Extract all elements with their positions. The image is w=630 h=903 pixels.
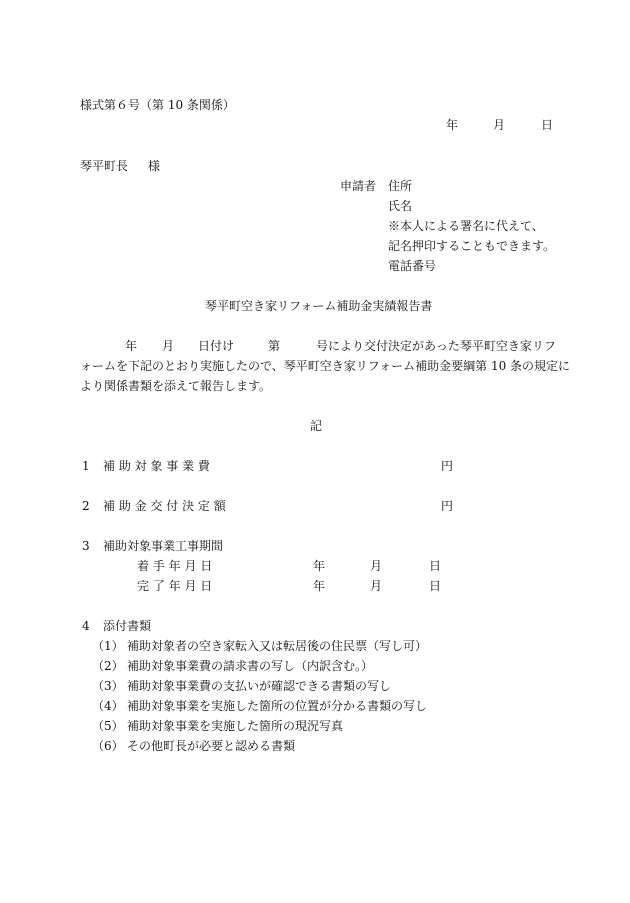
item-2-number: 2 — [82, 499, 90, 513]
attachment-text: 補助対象事業費の請求書の写し（内訳含む。） — [127, 659, 374, 673]
intro-year: 年 — [125, 339, 138, 353]
start-month: 月 — [370, 559, 383, 573]
signature-note-line2: 記名押印することもできます。 — [388, 239, 556, 253]
applicant-address-label: 住所 — [388, 179, 413, 193]
attachment-number: （1） — [92, 639, 124, 653]
date-month: 月 — [493, 118, 506, 132]
date-year: 年 — [446, 118, 459, 132]
end-year: 年 — [313, 579, 326, 593]
end-month: 月 — [370, 579, 383, 593]
item-1-unit: 円 — [441, 459, 454, 473]
end-date-label: 完 了 年 月 日 — [137, 579, 213, 593]
signature-note-line1: ※本人による署名に代えて、 — [388, 219, 544, 233]
attachment-text: 補助対象事業を実施した箇所の位置が分かる書類の写し — [127, 699, 428, 713]
item-3-number: 3 — [82, 539, 90, 553]
addressee-name: 琴平町長 — [80, 159, 129, 173]
applicant-role: 申請者 — [340, 179, 377, 193]
intro-line1-text: 号により交付決定があった琴平町空き家リフ — [316, 339, 556, 353]
item-3-label: 補助対象事業工事期間 — [103, 539, 224, 553]
document-title: 琴平町空き家リフォーム補助金実績報告書 — [205, 299, 433, 313]
applicant-name-label: 氏名 — [388, 199, 413, 213]
addressee-honorific: 様 — [148, 159, 161, 173]
attachment-text: 補助対象事業を実施した箇所の現況写真 — [127, 719, 344, 733]
start-day: 日 — [429, 559, 442, 573]
applicant-phone-label: 電話番号 — [388, 259, 437, 273]
item-1-label: 補 助 対 象 事 業 費 — [103, 459, 210, 473]
item-2-label: 補 助 金 交 付 決 定 額 — [103, 499, 226, 513]
attachment-text: 補助対象事業費の支払いが確認できる書類の写し — [127, 679, 392, 693]
intro-number-prefix: 第 — [268, 339, 281, 353]
start-date-label: 着 手 年 月 日 — [137, 559, 213, 573]
attachment-text: 補助対象者の空き家転入又は転居後の住民票（写し可） — [127, 639, 428, 653]
date-day: 日 — [541, 118, 554, 132]
attachment-number: （6） — [92, 739, 124, 753]
intro-dated: 日付け — [198, 339, 235, 353]
item-2-unit: 円 — [441, 499, 454, 513]
intro-line3: より関係書類を添えて報告します。 — [80, 379, 272, 393]
item-4-number: 4 — [82, 619, 90, 633]
form-label: 様式第６号（第 10 条関係） — [80, 98, 235, 112]
attachment-text: その他町長が必要と認める書類 — [127, 739, 296, 753]
item-4-label: 添付書類 — [103, 619, 152, 633]
attachment-number: （3） — [92, 679, 124, 693]
item-1-number: 1 — [82, 459, 90, 473]
attachment-number: （5） — [92, 719, 124, 733]
intro-line2: ォームを下記のとおり実施したので、琴平町空き家リフォーム補助金要綱第 10 条の規定に — [80, 359, 571, 373]
attachment-number: （4） — [92, 699, 124, 713]
intro-month: 月 — [162, 339, 175, 353]
start-year: 年 — [313, 559, 326, 573]
end-day: 日 — [429, 579, 442, 593]
attachment-number: （2） — [92, 659, 124, 673]
ki-heading: 記 — [310, 419, 323, 433]
